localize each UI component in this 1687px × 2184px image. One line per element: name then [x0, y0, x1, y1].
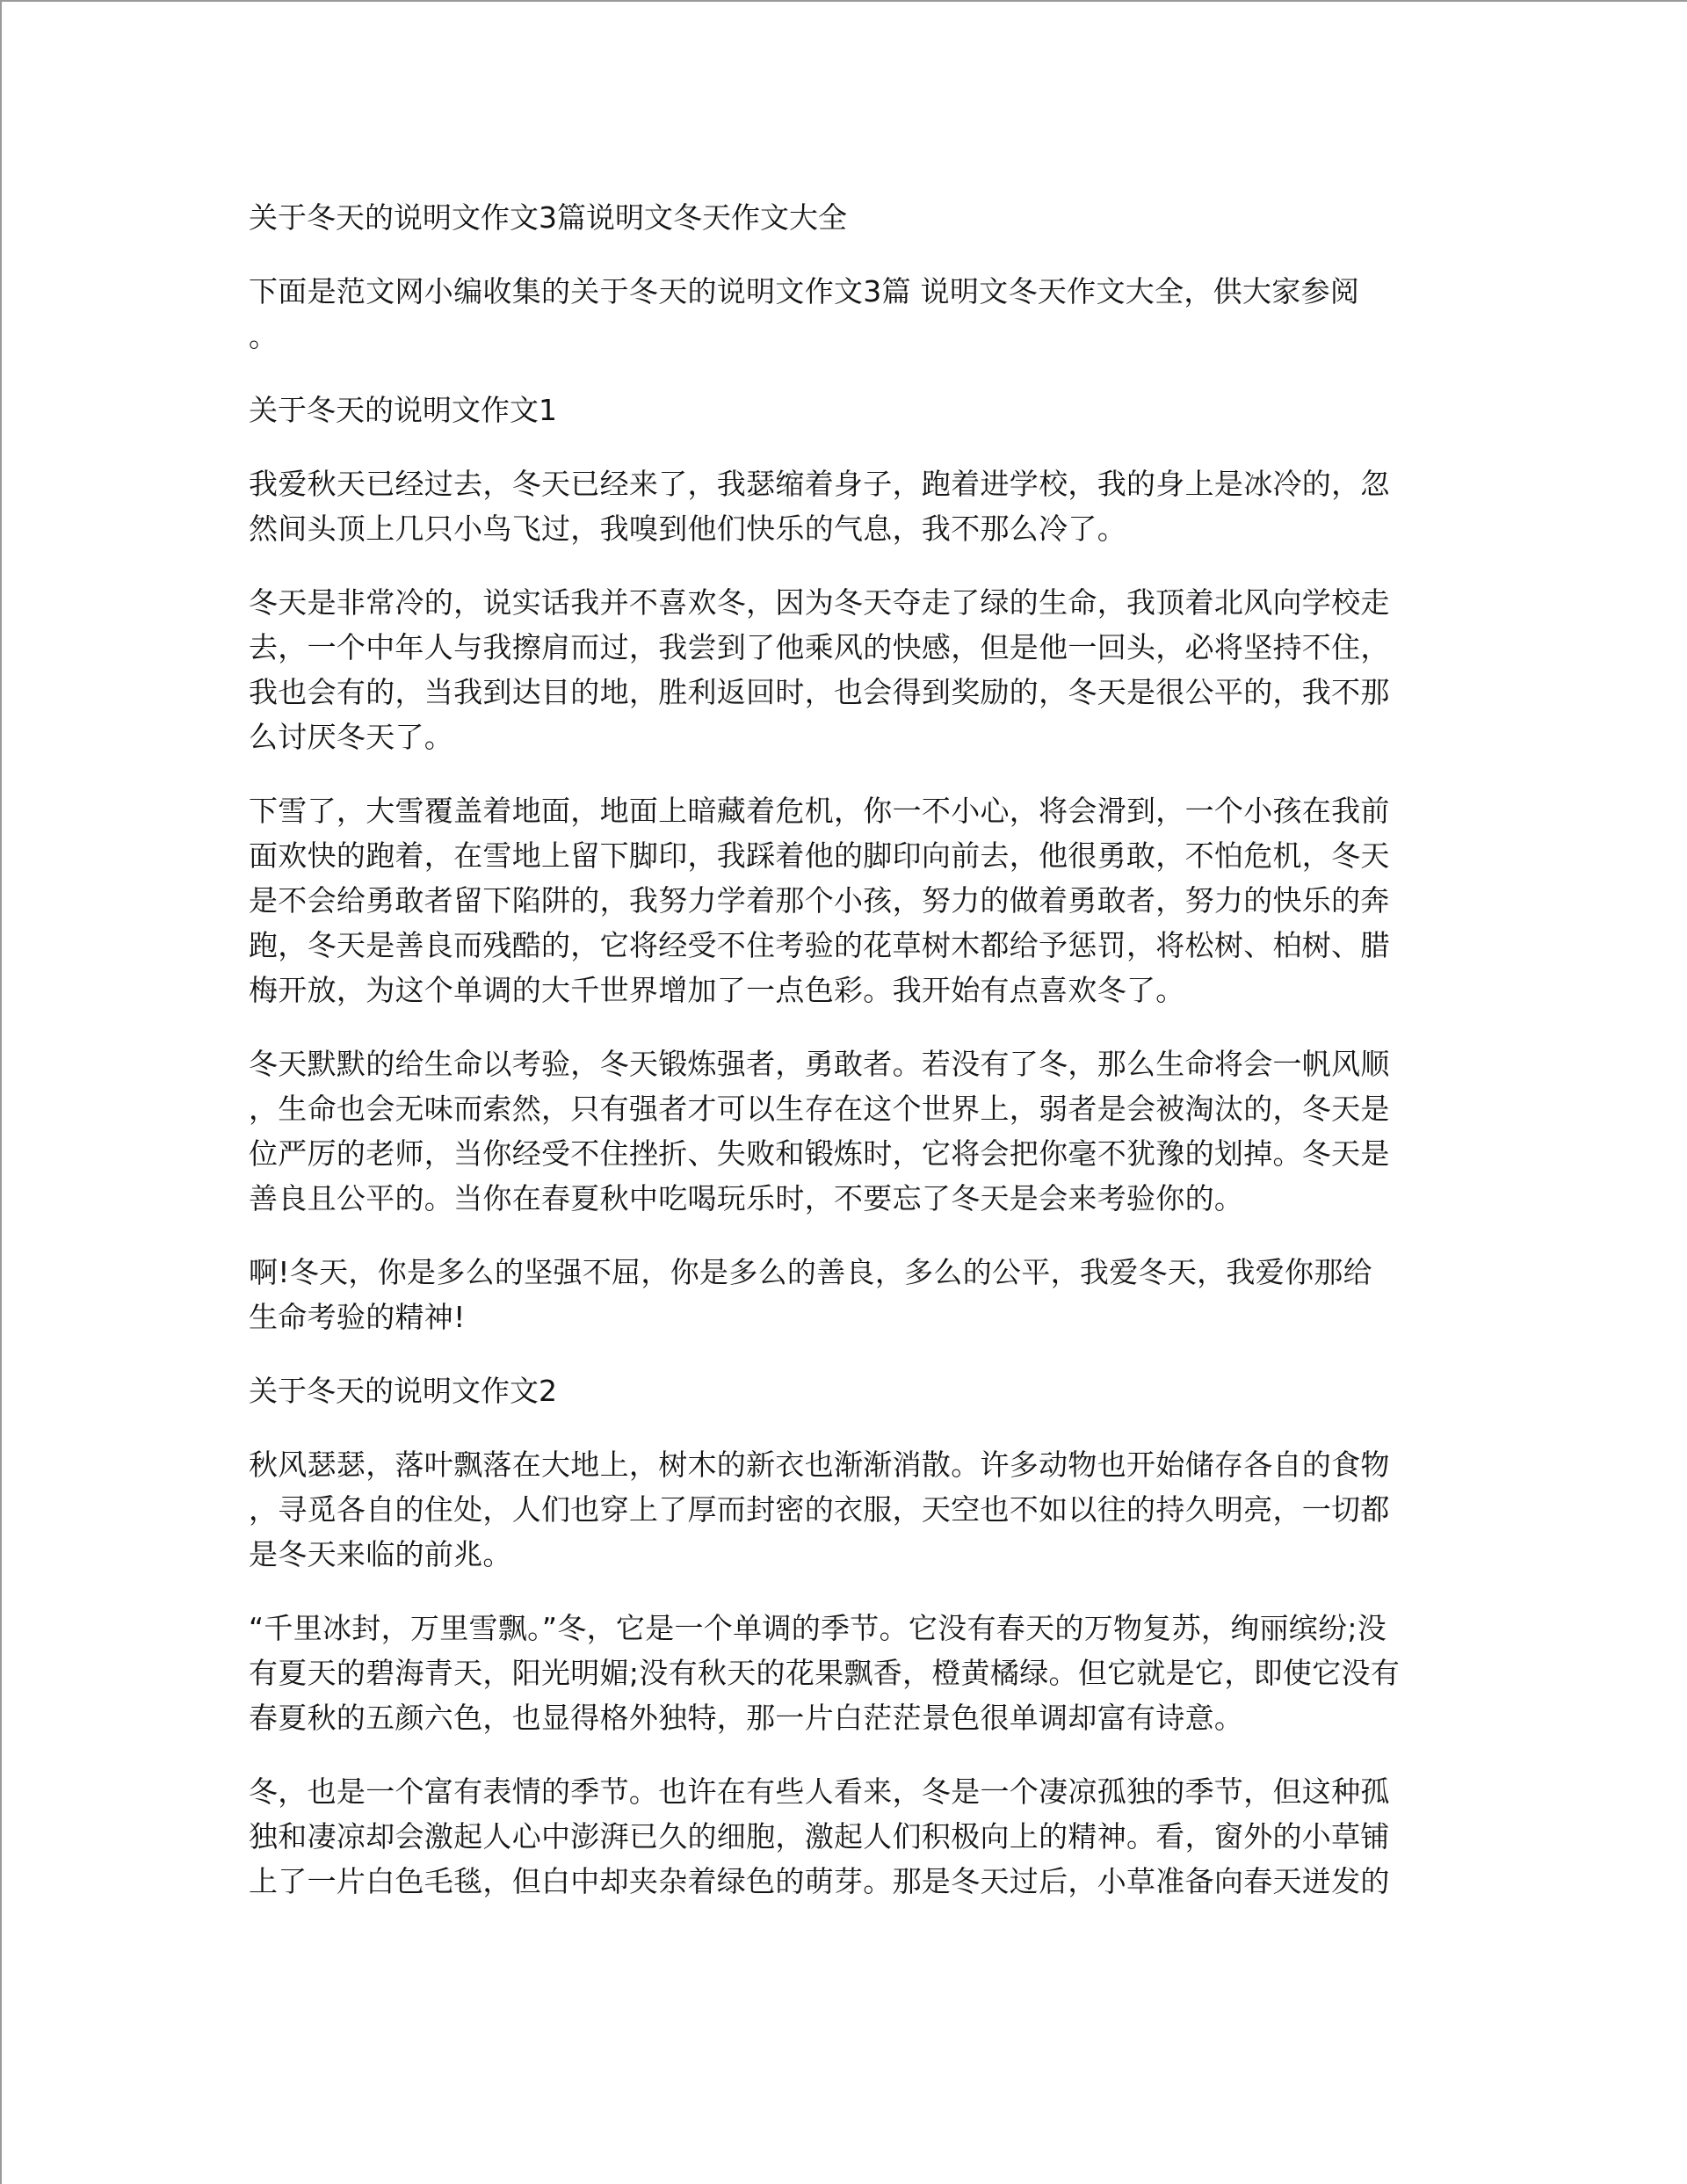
text-line: “千里冰封，万里雪飘。”冬，它是一个单调的季节。它没有春天的万物复苏，绚丽缤纷;没: [249, 1611, 1387, 1645]
document-body: [249, 195, 1444, 1933]
document-title-text: 关于冬天的说明文作文3篇说明文冬天作文大全: [249, 200, 847, 235]
paragraph: [249, 1769, 1444, 1904]
text-line: 冬天默默的给生命以考验，冬天锻炼强者，勇敢者。若没有了冬，那么生命将会一帆风顺: [249, 1047, 1390, 1081]
text-line: 春夏秋的五颜六色，也显得格外独特，那一片白茫茫景色很单调却富有诗意。: [249, 1701, 1244, 1735]
text-line: 关于冬天的说明文作文2: [249, 1374, 557, 1408]
text-line: 下雪了，大雪覆盖着地面，地面上暗藏着危机，你一不小心，将会滑到，一个小孩在我前: [249, 794, 1390, 828]
intro-paragraph: [249, 269, 1444, 359]
section-heading: [249, 388, 1444, 432]
paragraph: [249, 788, 1444, 1012]
text-line: 么讨厌冬天了。: [249, 720, 454, 754]
text-line: 上了一片白色毛毯，但白中却夹杂着绿色的萌芽。那是冬天过后，小草准备向春天迸发的: [249, 1864, 1390, 1898]
paragraph: [249, 1606, 1444, 1740]
text-line: ，寻觅各自的住处，人们也穿上了厚而封密的衣服，天空也不如以往的持久明亮，一切都: [249, 1492, 1390, 1527]
document-title: [249, 195, 1444, 240]
text-line: 梅开放，为这个单调的大千世界增加了一点色彩。我开始有点喜欢冬了。: [249, 973, 1185, 1007]
text-line: 秋风瑟瑟，落叶飘落在大地上，树木的新衣也渐渐消散。许多动物也开始储存各自的食物: [249, 1448, 1390, 1482]
text-line: 去，一个中年人与我擦肩而过，我尝到了他乘风的快感，但是他一回头，必将坚持不住，: [249, 630, 1390, 664]
text-line: 啊!冬天，你是多么的坚强不屈，你是多么的善良，多么的公平，我爱冬天，我爱你那给: [249, 1255, 1372, 1289]
text-line: 然间头顶上几只小鸟飞过，我嗅到他们快乐的气息，我不那么冷了。: [249, 512, 1126, 546]
paragraph: [249, 1250, 1444, 1339]
text-line: 是冬天来临的前兆。: [249, 1537, 512, 1571]
text-line: 有夏天的碧海青天，阳光明媚;没有秋天的花果飘香，橙黄橘绿。但它就是它，即使它没有: [249, 1656, 1401, 1690]
text-line: ，生命也会无味而索然，只有强者才可以生存在这个世界上，弱者是会被淘汰的，冬天是: [249, 1092, 1390, 1126]
paragraph: [249, 461, 1444, 551]
text-line: 关于冬天的说明文作文1: [249, 393, 557, 427]
text-line: 冬，也是一个富有表情的季节。也许在有些人看来，冬是一个凄凉孤独的季节，但这种孤: [249, 1774, 1390, 1809]
text-line: 我也会有的，当我到达目的地，胜利返回时，也会得到奖励的，冬天是很公平的，我不那: [249, 675, 1390, 709]
text-line: 下面是范文网小编收集的关于冬天的说明文作文3篇 说明文冬天作文大全，供大家参阅: [249, 274, 1360, 308]
text-line: 我爱秋天已经过去，冬天已经来了，我瑟缩着身子，跑着进学校，我的身上是冰冷的，忽: [249, 467, 1390, 501]
text-line: 位严厉的老师，当你经受不住挫折、失败和锻炼时，它将会把你毫不犹豫的划掉。冬天是: [249, 1136, 1390, 1171]
paragraph: [249, 1041, 1444, 1221]
text-line: 跑，冬天是善良而残酷的，它将经受不住考验的花草树木都给予惩罚，将松树、柏树、腊: [249, 928, 1390, 962]
text-line: 独和凄凉却会激起人心中澎湃已久的细胞，激起人们积极向上的精神。看，窗外的小草铺: [249, 1819, 1390, 1854]
text-line: 是不会给勇敢者留下陷阱的，我努力学着那个小孩，努力的做着勇敢者，努力的快乐的奔: [249, 883, 1390, 918]
text-line: 善良且公平的。当你在春夏秋中吃喝玩乐时，不要忘了冬天是会来考验你的。: [249, 1181, 1244, 1215]
text-line: 生命考验的精神!: [249, 1300, 466, 1334]
text-line: 冬天是非常冷的，说实话我并不喜欢冬，因为冬天夺走了绿的生命，我顶着北风向学校走: [249, 585, 1390, 620]
paragraph: [249, 1442, 1444, 1577]
paragraph: [249, 580, 1444, 759]
text-line: 。: [249, 319, 279, 353]
section-heading: [249, 1368, 1444, 1413]
document-content: [249, 269, 1444, 1904]
text-line: 面欢快的跑着，在雪地上留下脚印，我踩着他的脚印向前去，他很勇敢，不怕危机，冬天: [249, 838, 1390, 873]
